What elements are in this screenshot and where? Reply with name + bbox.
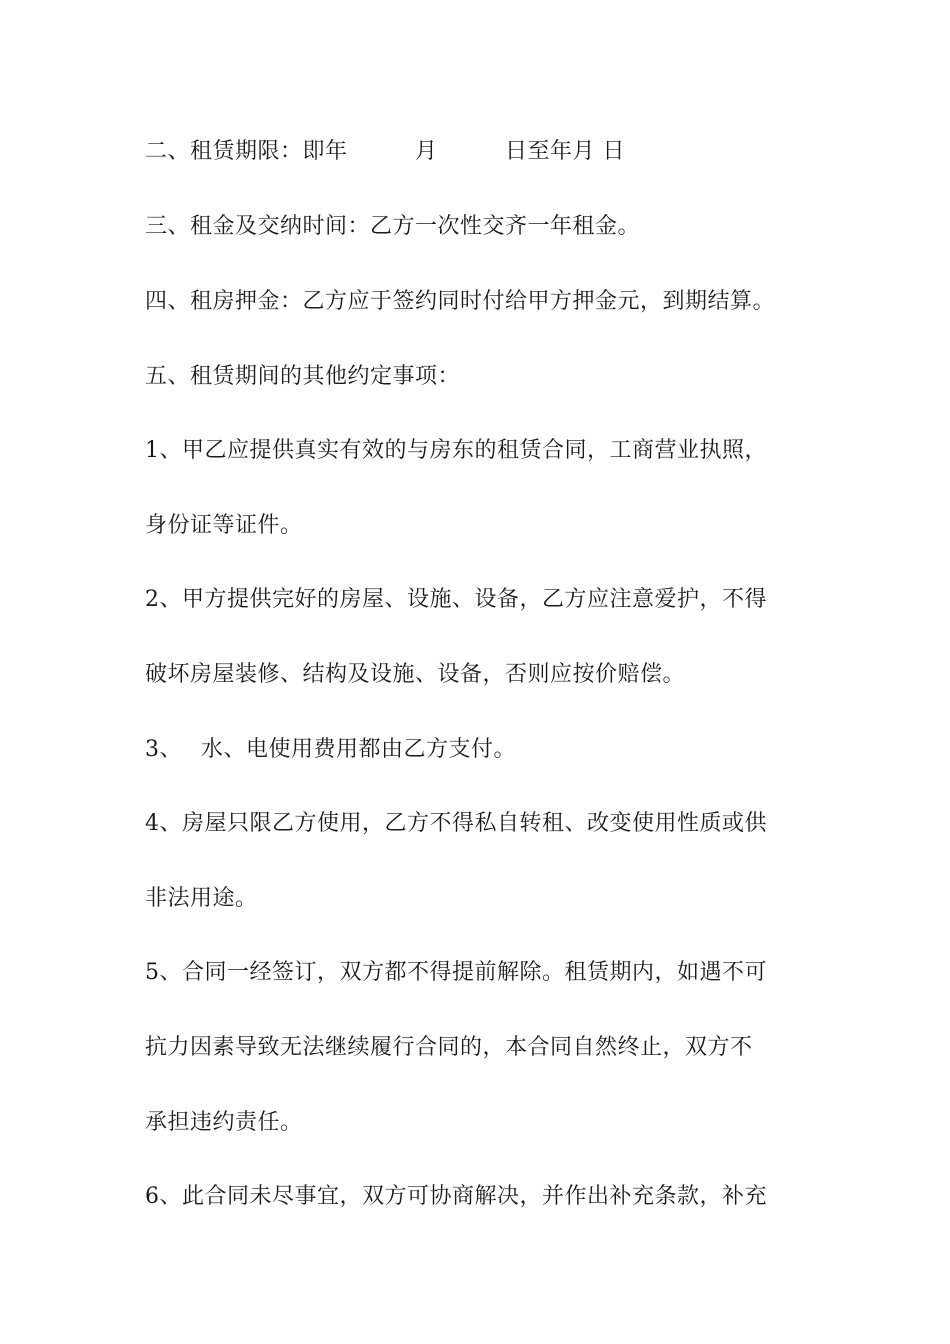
text-line-clause-2b: 破坏房屋装修、结构及设施、设备，否则应按价赔偿。 [145, 662, 686, 687]
text-line-clause-5a: 5、合同一经签订，双方都不得提前解除。租赁期内，如遇不可 [145, 960, 767, 985]
text-line-other-terms-heading: 五、租赁期间的其他约定事项： [145, 364, 461, 389]
text-line-clause-6a: 6、此合同未尽事宜，双方可协商解决，并作出补充条款，补充 [145, 1184, 767, 1209]
text-line-clause-5c: 承担违约责任。 [145, 1110, 303, 1135]
text-line-clause-4a: 4、房屋只限乙方使用，乙方不得私自转租、改变使用性质或供 [145, 811, 767, 836]
text-line-clause-4b: 非法用途。 [145, 886, 258, 911]
text-line-clause-2a: 2、甲方提供完好的房屋、设施、设备，乙方应注意爱护，不得 [145, 587, 767, 612]
text-line-rent-payment: 三、租金及交纳时间：乙方一次性交齐一年租金。 [145, 214, 641, 239]
text-line-clause-3: 3、 水、电使用费用都由乙方支付。 [145, 737, 516, 762]
text-line-clause-1b: 身份证等证件。 [145, 513, 303, 538]
text-line-deposit: 四、租房押金：乙方应于签约同时付给甲方押金元，到期结算。 [145, 289, 776, 314]
text-line-clause-5b: 抗力因素导致无法继续履行合同的，本合同自然终止，双方不 [145, 1035, 753, 1060]
text-line-lease-term: 二、租赁期限：即年 月 日至年月 日 [145, 139, 625, 164]
text-line-clause-1a: 1、甲乙应提供真实有效的与房东的租赁合同，工商营业执照， [145, 438, 767, 463]
